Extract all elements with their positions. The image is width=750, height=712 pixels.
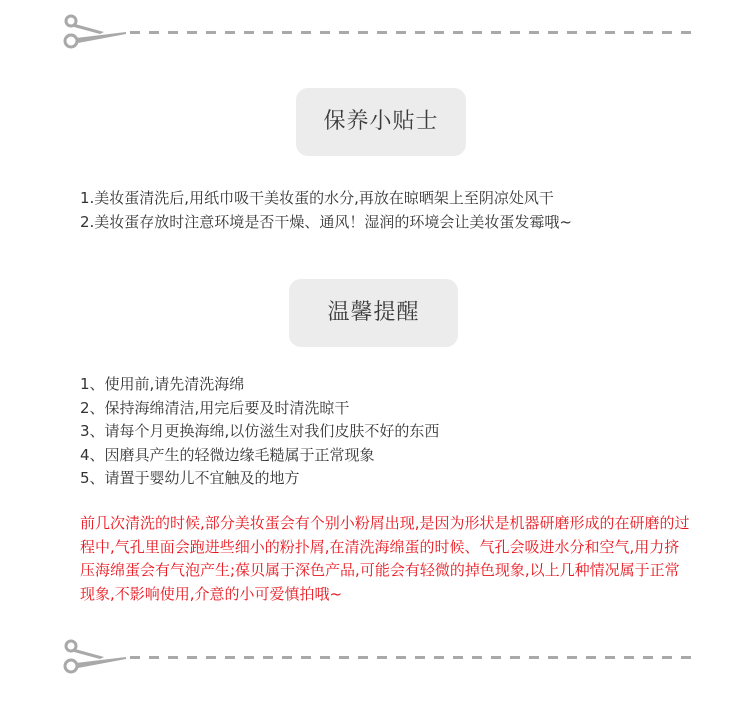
- bottom-cut-line: [60, 637, 695, 677]
- dashed-line: [130, 31, 695, 34]
- reminder-item: 3、请每个月更换海绵,以仿滋生对我们皮肤不好的东西: [80, 422, 440, 440]
- tips-list: [80, 186, 720, 234]
- scissors-icon: [60, 637, 130, 677]
- warm-section-title: 温馨提醒: [289, 279, 458, 347]
- reminder-item: 1、使用前,请先清洗海绵: [80, 375, 245, 393]
- tip-item: 1.美妆蛋清洗后,用纸巾吸干美妆蛋的水分,再放在晾晒架上至阴凉处风干: [80, 189, 554, 207]
- tip-item: 2.美妆蛋存放时注意环境是否干燥、通风！湿润的环境会让美妆蛋发霉哦~: [80, 213, 572, 231]
- reminder-item: 5、请置于婴幼儿不宜触及的地方: [80, 469, 300, 487]
- dashed-line: [130, 656, 695, 659]
- red-notice-paragraph: 前几次清洗的时候,部分美妆蛋会有个别小粉屑出现,是因为形状是机器研磨形成的在研磨的过程中,气孔里面会跑进些细小的粉扑屑,在清洗海绵蛋的时候、气孔会吸进水分和空气,用力挤压海绵蛋会有气泡产生;葆贝属于深色产品,可能会有轻微的掉色现象,以上几种情况属于正常现象,不影响使用,介意的小可爱慎拍哦~: [80, 514, 690, 603]
- warm-reminder-list: [80, 373, 680, 491]
- tips-section-title: 保养小贴士: [296, 88, 466, 156]
- top-cut-line: [60, 12, 695, 52]
- reminder-item: 4、因磨具产生的轻微边缘毛糙属于正常现象: [80, 445, 375, 464]
- reminder-item: 2、保持海绵清洁,用完后要及时清洗晾干: [80, 398, 350, 417]
- scissors-icon: [60, 12, 130, 52]
